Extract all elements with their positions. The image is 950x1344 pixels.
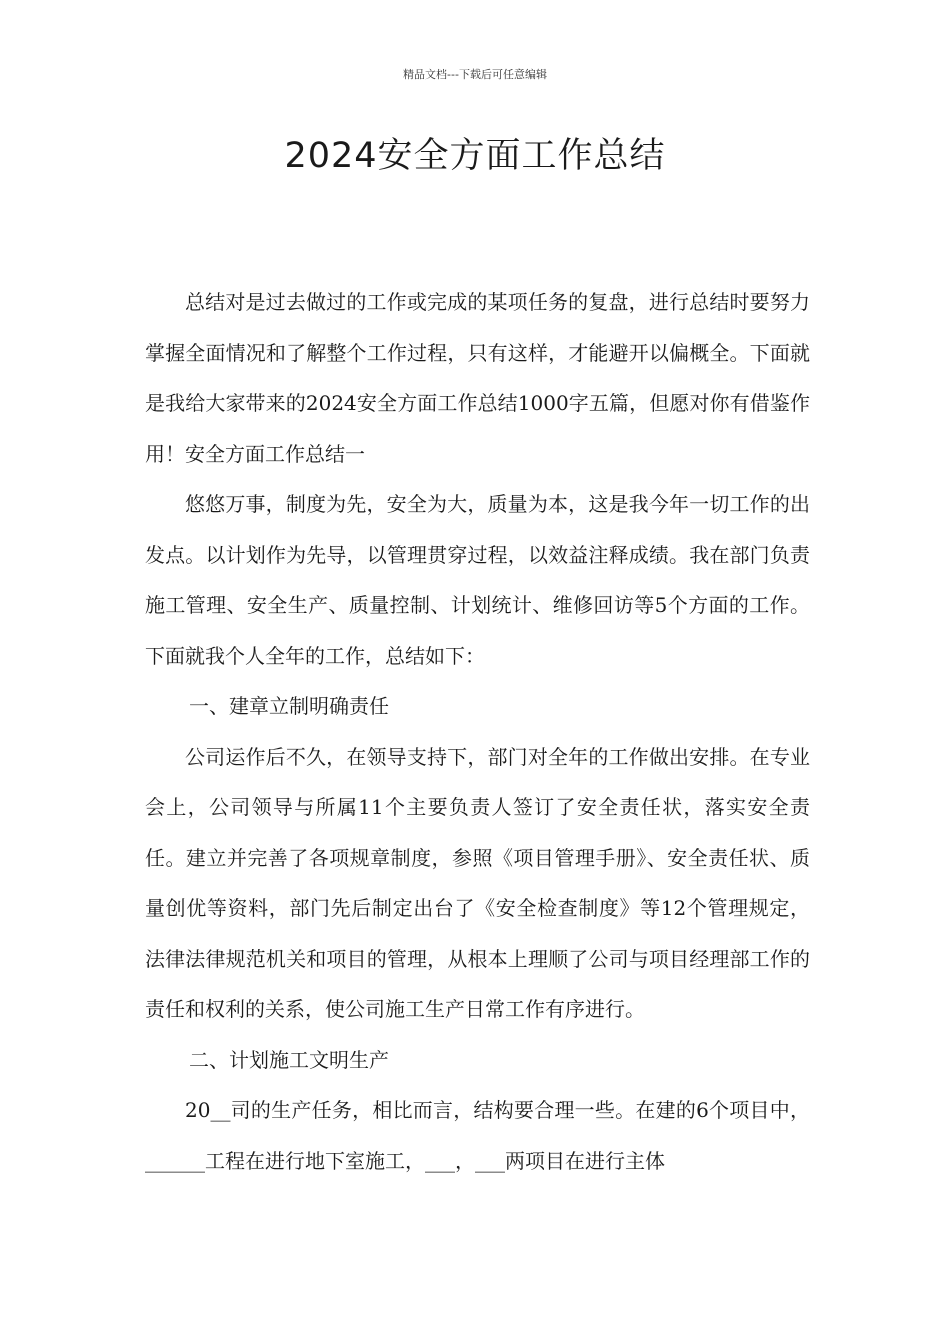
- paragraph-intro: 总结对是过去做过的工作或完成的某项任务的复盘，进行总结时要努力掌握全面情况和了解整个工作过程，只有这样，才能避开以偏概全。下面就是我给大家带来的2024安全方面工作总结1000字五篇，但愿对你有借鉴作用！安全方面工作总结一: [145, 290, 810, 466]
- section-heading-2: 二、计划施工文明生产: [189, 1047, 389, 1072]
- paragraph-production: 20__司的生产任务，相比而言，结构要合理一些。在建的6个项目中，______工程在进行地下室施工，___，___两项目在进行主体: [145, 1098, 810, 1173]
- header-note: 精品文档---下载后可任意编辑: [403, 68, 547, 81]
- paragraph-principles: 悠悠万事，制度为先，安全为大，质量为本，这是我今年一切工作的出发点。以计划作为先导，以管理贯穿过程，以效益注释成绩。我在部门负责施工管理、安全生产、质量控制、计划统计、维修回访等5个方面的工作。下面就我个人全年的工作，总结如下：: [145, 492, 810, 668]
- document-title: 2024安全方面工作总结: [284, 136, 666, 176]
- paragraph-responsibility: 公司运作后不久，在领导支持下，部门对全年的工作做出安排。在专业会上，公司领导与所属11个主要负责人签订了安全责任状，落实安全责任。建立并完善了各项规章制度，参照《项目管理手册》、安全责任状、质量创优等资料，部门先后制定出台了《安全检查制度》等12个管理规定，法律法律规范机关和项目的管理，从根本上理顺了公司与项目经理部工作的责任和权利的关系，使公司施工生产日常工作有序进行。: [145, 744, 810, 1021]
- section-heading-1: 一、建章立制明确责任: [189, 694, 389, 718]
- document-body: [145, 277, 810, 1186]
